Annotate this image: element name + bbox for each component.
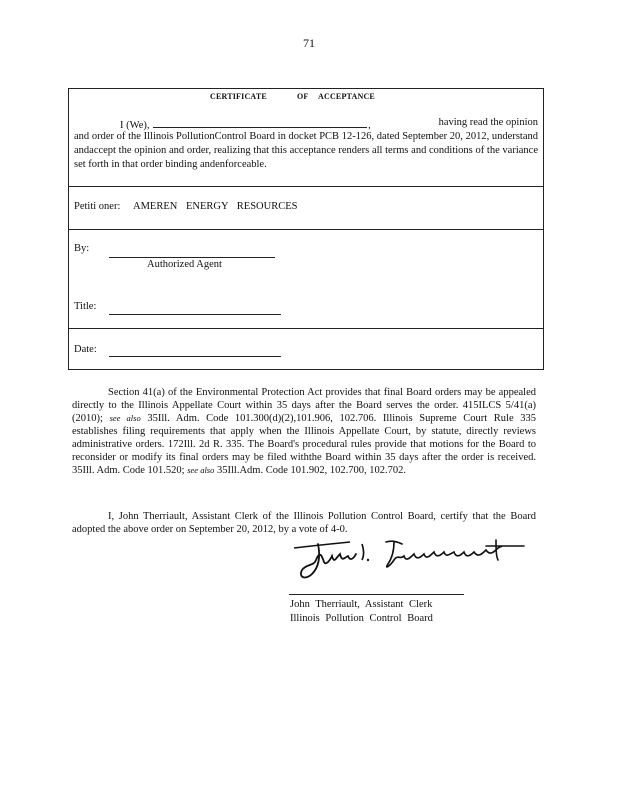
- date-label: Date:: [74, 344, 97, 355]
- by-signature-line[interactable]: [109, 257, 275, 258]
- we-trail: ,: [368, 120, 371, 131]
- certificate-title-word-2: OF: [297, 92, 309, 101]
- title-label: Title:: [74, 301, 97, 312]
- clerk-name: John Therriault, Assistant Clerk: [290, 599, 433, 610]
- certificate-intro-row: [69, 89, 543, 186]
- petitioner-label: Petiti oner:: [74, 201, 121, 212]
- section-41-paragraph: [72, 386, 536, 477]
- authorized-agent-caption: Authorized Agent: [147, 259, 222, 270]
- certificate-title-word-3: ACCEPTANCE: [318, 92, 375, 101]
- handwritten-signature: [290, 536, 526, 584]
- petitioner-value: AMEREN ENERGY RESOURCES: [133, 201, 298, 212]
- certification-paragraph: I, John Therriault, Assistant Clerk of the Illinois Pollution Control Board, certify that the Board adopted the above order on September 20, 2012, by a vote of 4-0.: [72, 511, 536, 535]
- see-also-1: see also: [109, 413, 141, 423]
- petitioner-row: [69, 186, 543, 229]
- section-41-text-part1: Section 41(a) of the Environmental Protection Act provides that final Board orders may be appealed directly to the Illinois Appellate Court within 35 days after the Board serves the order. 415ILCS 5/41(a) (2010);: [72, 387, 536, 424]
- see-also-2: see also: [187, 465, 215, 475]
- clerk-organization: Illinois Pollution Control Board: [290, 613, 433, 624]
- date-row: [69, 328, 543, 370]
- title-line[interactable]: [109, 314, 281, 315]
- section-41-text-part3: 35Ill.Adm. Code 101.902, 102.700, 102.702.: [217, 465, 406, 476]
- page-number: 71: [303, 36, 315, 50]
- section-41-text-part2: 35Ill. Adm. Code 101.300(d)(2),101.906, 102.706. Illinois Supreme Court Rule 335 establishes filing requirements that apply when the Illinois Appellate Court, by statute, directly reviews administrative orders. 172Ill. 2d R. 335. The Board's procedural rules provide that motions for the Board to reconsider or modify its final orders may be filed withthe Board within 35 days after the order is received. 35Ill. Adm. Code 101.520;: [72, 413, 537, 476]
- clerk-signature-block: [290, 598, 433, 626]
- signature-fields-row: [69, 229, 543, 328]
- certificate-of-acceptance-box: [68, 88, 544, 370]
- clerk-signature-line: [289, 594, 464, 595]
- date-line[interactable]: [109, 356, 281, 357]
- certificate-title-word-1: CERTIFICATE: [210, 92, 267, 101]
- by-label: By:: [74, 243, 90, 254]
- we-label: I (We),: [120, 120, 150, 131]
- certificate-body-text: and order of the Illinois PollutionControl Board in docket PCB 12-126, dated September 20, 2012, understand andaccept the opinion and order, realizing that this acceptance renders all terms and conditions of the variance set forth in that order binding andenforceable.: [74, 131, 538, 170]
- name-blank-line[interactable]: [153, 116, 367, 128]
- having-read-text: having read the opinion: [438, 117, 538, 128]
